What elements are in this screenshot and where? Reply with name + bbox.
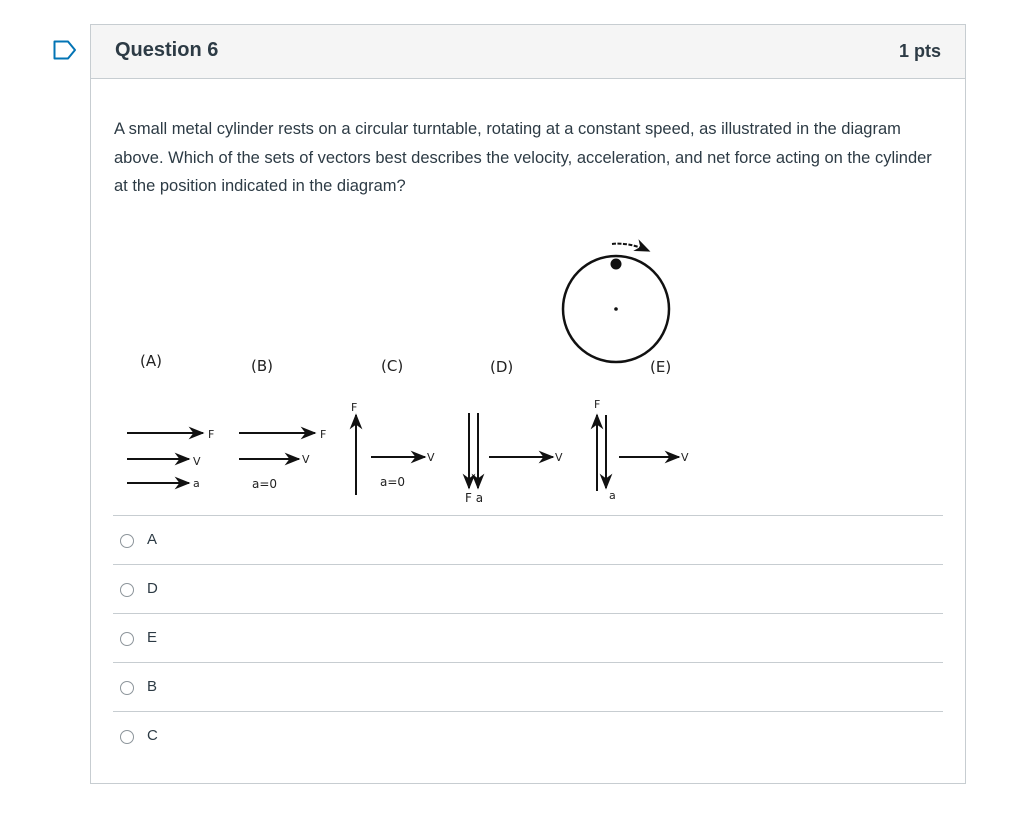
option-e-f-label: F — [594, 398, 601, 411]
answer-option[interactable] — [113, 564, 943, 613]
option-b-vectors — [239, 428, 326, 491]
answer-option[interactable] — [113, 711, 943, 760]
radio-button[interactable] — [120, 681, 134, 695]
option-e-a-label: a — [609, 489, 616, 502]
option-e-heading: (E) — [650, 358, 672, 376]
question-points: 1 pts — [898, 41, 941, 61]
answer-option[interactable] — [113, 662, 943, 711]
option-d-fa-label: F a — [465, 491, 484, 503]
option-a-heading: (A) — [140, 352, 162, 370]
question-header — [91, 25, 965, 79]
option-a-a-label: a — [193, 477, 200, 490]
option-c-a-label: a=0 — [380, 475, 406, 489]
option-a-vectors — [127, 428, 214, 490]
answer-label[interactable]: B — [147, 678, 158, 695]
answer-option[interactable] — [113, 515, 943, 564]
option-c-v-label: V — [427, 451, 435, 464]
answer-label[interactable]: E — [147, 629, 158, 646]
option-c-vectors — [351, 401, 435, 495]
option-b-a-label: a=0 — [252, 477, 278, 491]
question-text: A small metal cylinder rests on a circular turntable, rotating at a constant speed, as illustrated in the diagram above. Which of the sets of vectors best describes the velocity, acceleration, and net force acting on the cylinder at the position indicated in the diagram? — [114, 120, 932, 195]
bookmark-flag-icon[interactable] — [53, 40, 77, 60]
radio-button[interactable] — [120, 632, 134, 646]
radio-button[interactable] — [120, 534, 134, 548]
option-e-v-label: V — [681, 451, 689, 464]
option-b-v-label: V — [302, 453, 310, 466]
question-title: Question 6 — [115, 39, 219, 61]
answer-label[interactable]: A — [147, 531, 158, 548]
option-d-vectors — [465, 413, 563, 503]
option-a-v-label: V — [193, 455, 201, 468]
radio-button[interactable] — [120, 583, 134, 597]
option-d-heading: (D) — [490, 358, 514, 376]
turntable — [563, 244, 669, 362]
answer-list — [113, 515, 943, 760]
answer-label[interactable]: C — [147, 727, 158, 744]
metal-cylinder — [611, 259, 622, 270]
radio-button[interactable] — [120, 730, 134, 744]
answer-option[interactable] — [113, 613, 943, 662]
option-c-f-label: F — [351, 401, 358, 414]
turntable-vector-diagram — [109, 233, 709, 503]
option-a-f-label: F — [208, 428, 215, 441]
answer-label[interactable]: D — [147, 580, 158, 597]
option-b-f-label: F — [320, 428, 327, 441]
option-c-heading: (C) — [381, 357, 404, 375]
option-e-vectors — [594, 398, 689, 502]
option-b-heading: (B) — [251, 357, 273, 375]
question-card — [90, 24, 966, 784]
option-d-v-label: V — [555, 451, 563, 464]
